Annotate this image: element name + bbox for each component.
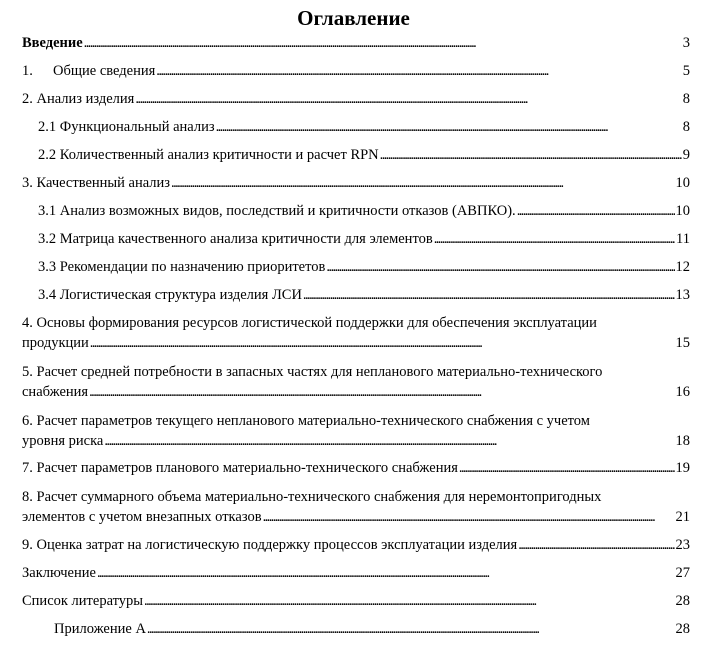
toc-entry-appendix-a[interactable] (54, 619, 690, 639)
dot-leader (89, 382, 674, 402)
toc-entry-text: Заключение (22, 565, 96, 581)
toc-page-number: 13 (675, 287, 690, 303)
dot-leader (156, 61, 681, 81)
toc-page-number: 8 (682, 119, 690, 135)
dot-leader (135, 89, 681, 109)
toc-page-number: 23 (675, 537, 690, 553)
toc-entry-text: Приложение А (54, 621, 146, 637)
dot-leader (97, 563, 675, 583)
toc-entry-text: 3. Качественный анализ (22, 175, 171, 191)
toc-entry-spare-parts-demand[interactable] (22, 362, 690, 402)
toc-entry-text (22, 61, 155, 81)
toc-entry-text-line1: 4. Основы формирования ресурсов логистической поддержки для обеспечения эксплуатации (22, 315, 597, 331)
toc-entry-text: продукции (22, 335, 89, 351)
dot-leader (434, 229, 675, 249)
dot-leader (216, 117, 682, 137)
toc-page-number: 27 (675, 565, 690, 581)
toc-entry-conclusion[interactable] (22, 563, 690, 583)
toc-entry-logistic-resources[interactable] (22, 313, 690, 353)
dot-leader (380, 145, 682, 165)
toc-entry-general-info[interactable] (22, 61, 690, 81)
dot-leader (303, 285, 675, 305)
toc-entry-total-supply-volume[interactable] (22, 487, 690, 527)
dot-leader (147, 619, 675, 639)
dot-leader (171, 173, 674, 193)
toc-page-number: 10 (675, 175, 690, 191)
toc-entry-text: 7. Расчет параметров планового материально-технического снабжения (22, 460, 458, 476)
toc-page-number: 28 (675, 621, 690, 637)
toc-entry-text: 2.1 Функциональный анализ (38, 119, 215, 135)
toc-entry-text: элементов с учетом внезапных отказов (22, 509, 262, 525)
toc-page-number: 18 (675, 433, 690, 449)
toc-page-number: 5 (682, 63, 690, 79)
dot-leader (104, 431, 674, 451)
toc-entry-number: 1. (22, 63, 33, 79)
toc-page-number: 15 (675, 335, 690, 351)
toc-entry-text: 2.2 Количественный анализ критичности и расчет RPN (38, 147, 379, 163)
dot-leader (263, 507, 675, 527)
toc-title: Оглавление (297, 6, 410, 30)
toc-page-number: 11 (676, 231, 690, 247)
toc-entry-text-line1: 5. Расчет средней потребности в запасных частях для непланового материально-технического (22, 364, 603, 380)
toc-entry-text: 3.4 Логистическая структура изделия ЛСИ (38, 287, 302, 303)
toc-entry-text: Введение (22, 35, 83, 51)
toc-page-number: 9 (682, 147, 690, 163)
toc-page-number: 28 (675, 593, 690, 609)
toc-entry-text-line1: 8. Расчет суммарного объема материально-технического снабжения для неремонтопригодных (22, 489, 602, 505)
toc-entry-logistic-costs[interactable] (22, 535, 690, 555)
toc-entry-criticality-matrix[interactable] (38, 229, 690, 249)
toc-entry-text: уровня риска (22, 433, 104, 449)
toc-page-number: 19 (675, 460, 690, 476)
dot-leader (144, 591, 674, 611)
toc-page-number: 12 (675, 259, 690, 275)
dot-leader (84, 33, 682, 53)
toc-entry-product-analysis[interactable] (22, 89, 690, 109)
toc-page-number: 21 (675, 509, 690, 525)
toc-page-number: 16 (675, 384, 690, 400)
toc-entry-text: 2. Анализ изделия (22, 91, 135, 107)
toc-entry-risk-level-supply[interactable] (22, 411, 690, 451)
toc-page-number: 10 (675, 203, 690, 219)
toc-entry-priority-recommendations[interactable] (38, 257, 690, 277)
toc-page-number: 8 (682, 91, 690, 107)
toc-entry-functional-analysis[interactable] (38, 117, 690, 137)
dot-leader (326, 257, 674, 277)
toc-entry-text: 3.3 Рекомендации по назначению приоритетов (38, 259, 326, 275)
toc-entry-title: Общие сведения (53, 63, 156, 79)
dot-leader (518, 535, 674, 555)
toc-entry-text: снабжения (22, 384, 89, 400)
toc-entry-text-line1: 6. Расчет параметров текущего непланового материально-технического снабжения с учетом (22, 413, 590, 429)
toc-entry-references[interactable] (22, 591, 690, 611)
toc-entry-logistic-structure[interactable] (38, 285, 690, 305)
toc-entry-text: 3.1 Анализ возможных видов, последствий и критичности отказов (АВПКО). (38, 203, 516, 219)
toc-entry-intro[interactable] (22, 33, 690, 53)
dot-leader (517, 201, 675, 221)
dot-leader (90, 333, 675, 353)
toc-entry-text: 9. Оценка затрат на логистическую поддержку процессов эксплуатации изделия (22, 537, 518, 553)
toc-entry-criticality-rpn[interactable] (38, 145, 690, 165)
dot-leader (459, 458, 675, 478)
toc-entry-text: 3.2 Матрица качественного анализа критичности для элементов (38, 231, 433, 247)
toc-entry-planned-supply[interactable] (22, 458, 690, 478)
toc-entry-qualitative-analysis[interactable] (22, 173, 690, 193)
toc-entry-text: Список литературы (22, 593, 144, 609)
toc-entry-fmeca[interactable] (38, 201, 690, 221)
toc-page-number: 3 (682, 35, 690, 51)
